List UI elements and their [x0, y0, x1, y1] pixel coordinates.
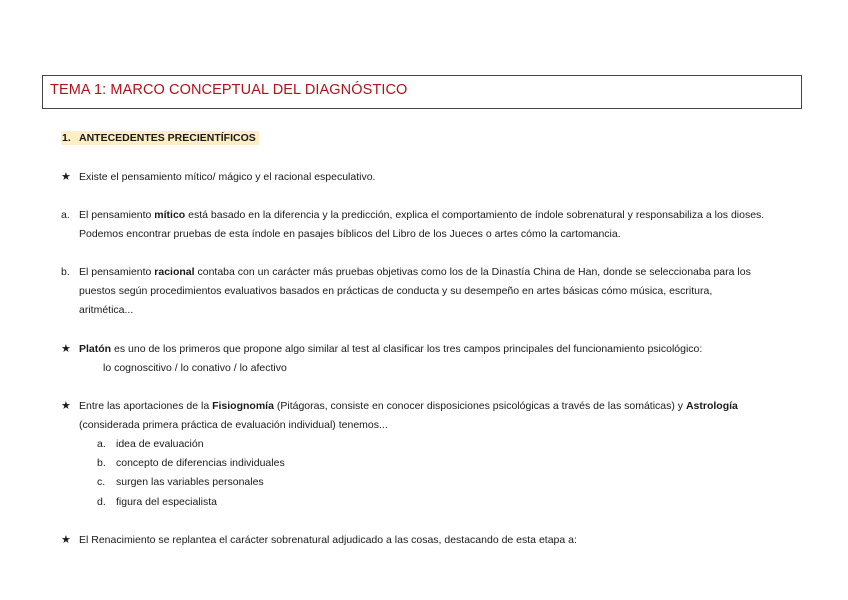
paragraph-renacimiento: El Renacimiento se replantea el carácter sobrenatural adjudicado a las cosas, destacando de esta etapa a:	[79, 534, 577, 546]
paragraph-platon: Platón es uno de los primeros que propone algo similar al test al clasificar los tres campos principales del funcionamiento psicológico:	[79, 343, 703, 355]
paragraph-rational-line1: El pensamiento racional contaba con un carácter más pruebas objetivas como los de la Dinastía China de Han, donde se seleccionaba para los	[79, 266, 751, 278]
paragraph-mythic-line1: El pensamiento mítico está basado en la diferencia y la predicción, explica el comportamiento de índole sobrenatural y responsabiliza a los dioses.	[79, 209, 765, 221]
section-number: 1.	[62, 132, 71, 144]
paragraph-mythic-line2: Podemos encontrar pruebas de esta índole en pasajes bíblicos del Libro de los Jueces o artes cómo la cartomancia.	[79, 228, 621, 240]
bold-term-racional: racional	[154, 266, 195, 278]
star-bullet-icon: ★	[61, 400, 71, 412]
page-title: TEMA 1: MARCO CONCEPTUAL DEL DIAGNÓSTICO	[50, 82, 408, 98]
platon-fields: lo cognoscitivo / lo conativo / lo afectivo	[103, 362, 287, 374]
star-bullet-icon: ★	[61, 343, 71, 355]
bold-term-mitico: mítico	[154, 209, 186, 221]
list-marker-b: b.	[61, 266, 70, 278]
bold-term-platon: Platón	[79, 343, 112, 355]
sublist-item: surgen las variables personales	[116, 476, 264, 488]
sublist-item: concepto de diferencias individuales	[116, 457, 285, 469]
paragraph-mythic-rational: Existe el pensamiento mítico/ mágico y el racional especulativo.	[79, 171, 376, 183]
bold-term-astrologia: Astrología	[685, 400, 738, 412]
sublist-item: idea de evaluación	[116, 438, 204, 450]
sublist-item: figura del especialista	[116, 496, 217, 508]
paragraph-rational-line2: puestos según procedimientos evaluativos basados en prácticas de conducta y su desempeño en artes básicas cómo música, escritura,	[79, 285, 713, 297]
sublist-marker-d: d.	[97, 496, 106, 508]
sublist-marker-c: c.	[97, 476, 106, 488]
star-bullet-icon: ★	[61, 171, 71, 183]
paragraph-fisiognomia-line2: (considerada primera práctica de evaluación individual) tenemos...	[79, 419, 388, 431]
title-box	[42, 75, 802, 109]
list-marker-a: a.	[61, 209, 70, 221]
bold-term-fisiognomia: Fisiognomía	[212, 400, 274, 412]
sublist-marker-b: b.	[97, 457, 106, 469]
star-bullet-icon: ★	[61, 534, 71, 546]
sublist-marker-a: a.	[97, 438, 106, 450]
paragraph-fisiognomia-line1: Entre las aportaciones de la Fisiognomía (Pitágoras, consiste en conocer disposiciones psicológicas a través de las somáticas) y Astrología	[79, 400, 738, 412]
section-heading	[61, 131, 259, 145]
section-label: ANTECEDENTES PRECIENTÍFICOS	[79, 132, 256, 144]
paragraph-rational-line3: aritmética...	[79, 304, 134, 316]
